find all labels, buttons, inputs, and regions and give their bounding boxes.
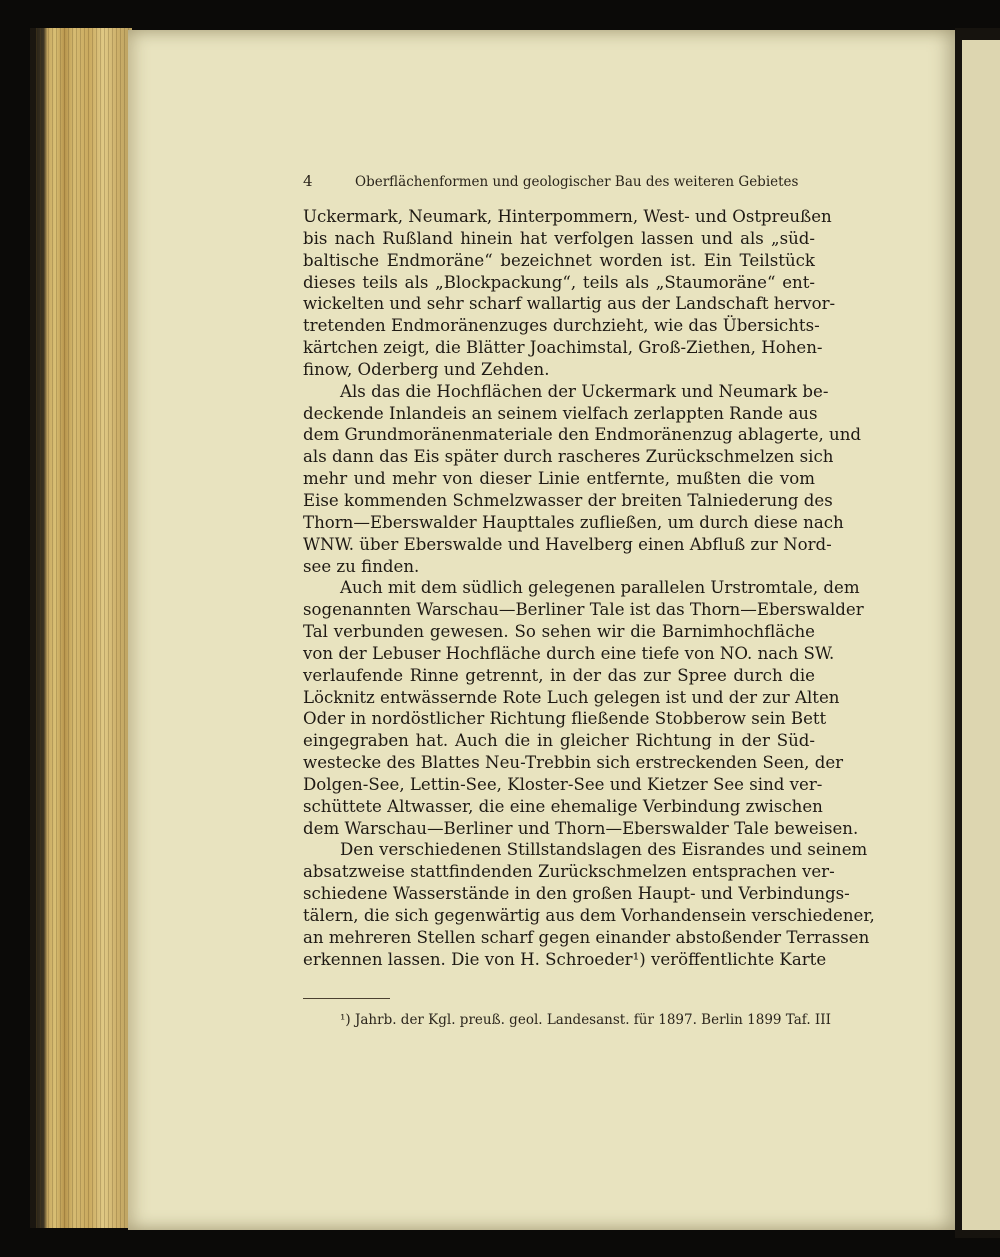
paragraph: [303, 577, 864, 839]
text-line: Den verschiedenen Stillstandslagen des Eisrandes und seinem: [340, 840, 868, 860]
text-line: dem Grundmoränenmateriale den Endmoränenzug ablagerte, und: [303, 425, 862, 445]
text-line: see zu finden.: [303, 556, 420, 576]
text-line: WNW. über Eberswalde und Havelberg einen Abfluß zur Nord-: [303, 534, 832, 554]
footnote: ¹) Jahrb. der Kgl. preuß. geol. Landesanst. für 1897. Berlin 1899 Taf. III: [340, 1012, 831, 1028]
text-line: dem Warschau—Berliner und Thorn—Eberswalder Tale beweisen.: [303, 818, 859, 838]
paragraph: [303, 839, 875, 970]
text-line: Löcknitz entwässernde Rote Luch gelegen ist und der zur Alten: [303, 687, 840, 707]
text-line: finow, Oderberg und Zehden.: [303, 359, 550, 379]
text-line: Eise kommenden Schmelzwasser der breiten Talniederung des: [303, 490, 833, 510]
text-line: eingegraben hat. Auch die in gleicher Richtung in der Süd-: [303, 731, 815, 751]
text-line: von der Lebuser Hochfläche durch eine tiefe von NO. nach SW.: [303, 643, 835, 663]
text-line: schüttete Altwasser, die eine ehemalige Verbindung zwischen: [303, 796, 823, 816]
facing-page-sliver: [962, 40, 1000, 1230]
text-line: westecke des Blattes Neu-Trebbin sich erstreckenden Seen, der: [303, 753, 844, 773]
text-line: tretenden Endmoränenzuges durchzieht, wie das Übersichts-: [303, 316, 820, 336]
text-line: absatzweise stattfindenden Zurückschmelzen entsprachen ver-: [303, 862, 835, 882]
text-line: wickelten und sehr scharf wallartig aus der Landschaft hervor-: [303, 294, 836, 314]
text-line: als dann das Eis später durch rascheres Zurückschmelzen sich: [303, 447, 834, 467]
text-line: mehr und mehr von dieser Linie entfernte, mußten die vom: [303, 469, 815, 489]
text-line: baltische Endmoräne“ bezeichnet worden ist. Ein Teilstück: [303, 250, 815, 270]
text-line: Tal verbunden gewesen. So sehen wir die Barnimhochfläche: [303, 622, 815, 642]
text-line: deckende Inlandeis an seinem vielfach zerlappten Rande aus: [303, 403, 818, 423]
text-line: schiedene Wasserstände in den großen Haupt- und Verbindungs-: [303, 884, 850, 904]
paragraph: [303, 206, 836, 381]
page-number: 4: [303, 172, 313, 190]
text-line: bis nach Rußland hinein hat verfolgen lassen und als „süd-: [303, 228, 815, 248]
text-line: kärtchen zeigt, die Blätter Joachimstal, Groß-Ziethen, Hohen-: [303, 338, 823, 358]
text-line: an mehreren Stellen scharf gegen einander abstoßender Terrassen: [303, 927, 870, 947]
text-line: tälern, die sich gegenwärtig aus dem Vorhandensein verschiedener,: [303, 906, 875, 925]
running-header: [303, 172, 813, 190]
text-line: verlaufende Rinne getrennt, in der das zur Spree durch die: [303, 665, 815, 685]
page-stack-edge: [36, 28, 132, 1228]
text-line: Als das die Hochflächen der Uckermark und Neumark be-: [340, 381, 829, 401]
text-line: sogenannten Warschau—Berliner Tale ist das Thorn—Eberswalder: [303, 600, 864, 620]
text-line: Uckermark, Neumark, Hinterpommern, West- und Ostpreußen: [303, 207, 832, 226]
paragraph: [303, 381, 862, 578]
body-text: [303, 206, 875, 971]
text-line: erkennen lassen. Die von H. Schroeder¹) veröffentlichte Karte: [303, 949, 827, 969]
text-line: Auch mit dem südlich gelegenen parallelen Urstromtale, dem: [340, 578, 860, 598]
text-line: Thorn—Eberswalder Haupttales zufließen, um durch diese nach: [303, 512, 844, 532]
text-line: dieses teils als „Blockpackung“, teils als „Staumoräne“ ent-: [303, 272, 815, 292]
running-title: Oberflächenformen und geologischer Bau des weiteren Gebietes: [355, 174, 799, 190]
text-line: Dolgen-See, Lettin-See, Kloster-See und Kietzer See sind ver-: [303, 774, 823, 794]
text-line: Oder in nordöstlicher Richtung fließende Stobberow sein Bett: [303, 709, 827, 729]
footnote-rule: [303, 998, 390, 999]
